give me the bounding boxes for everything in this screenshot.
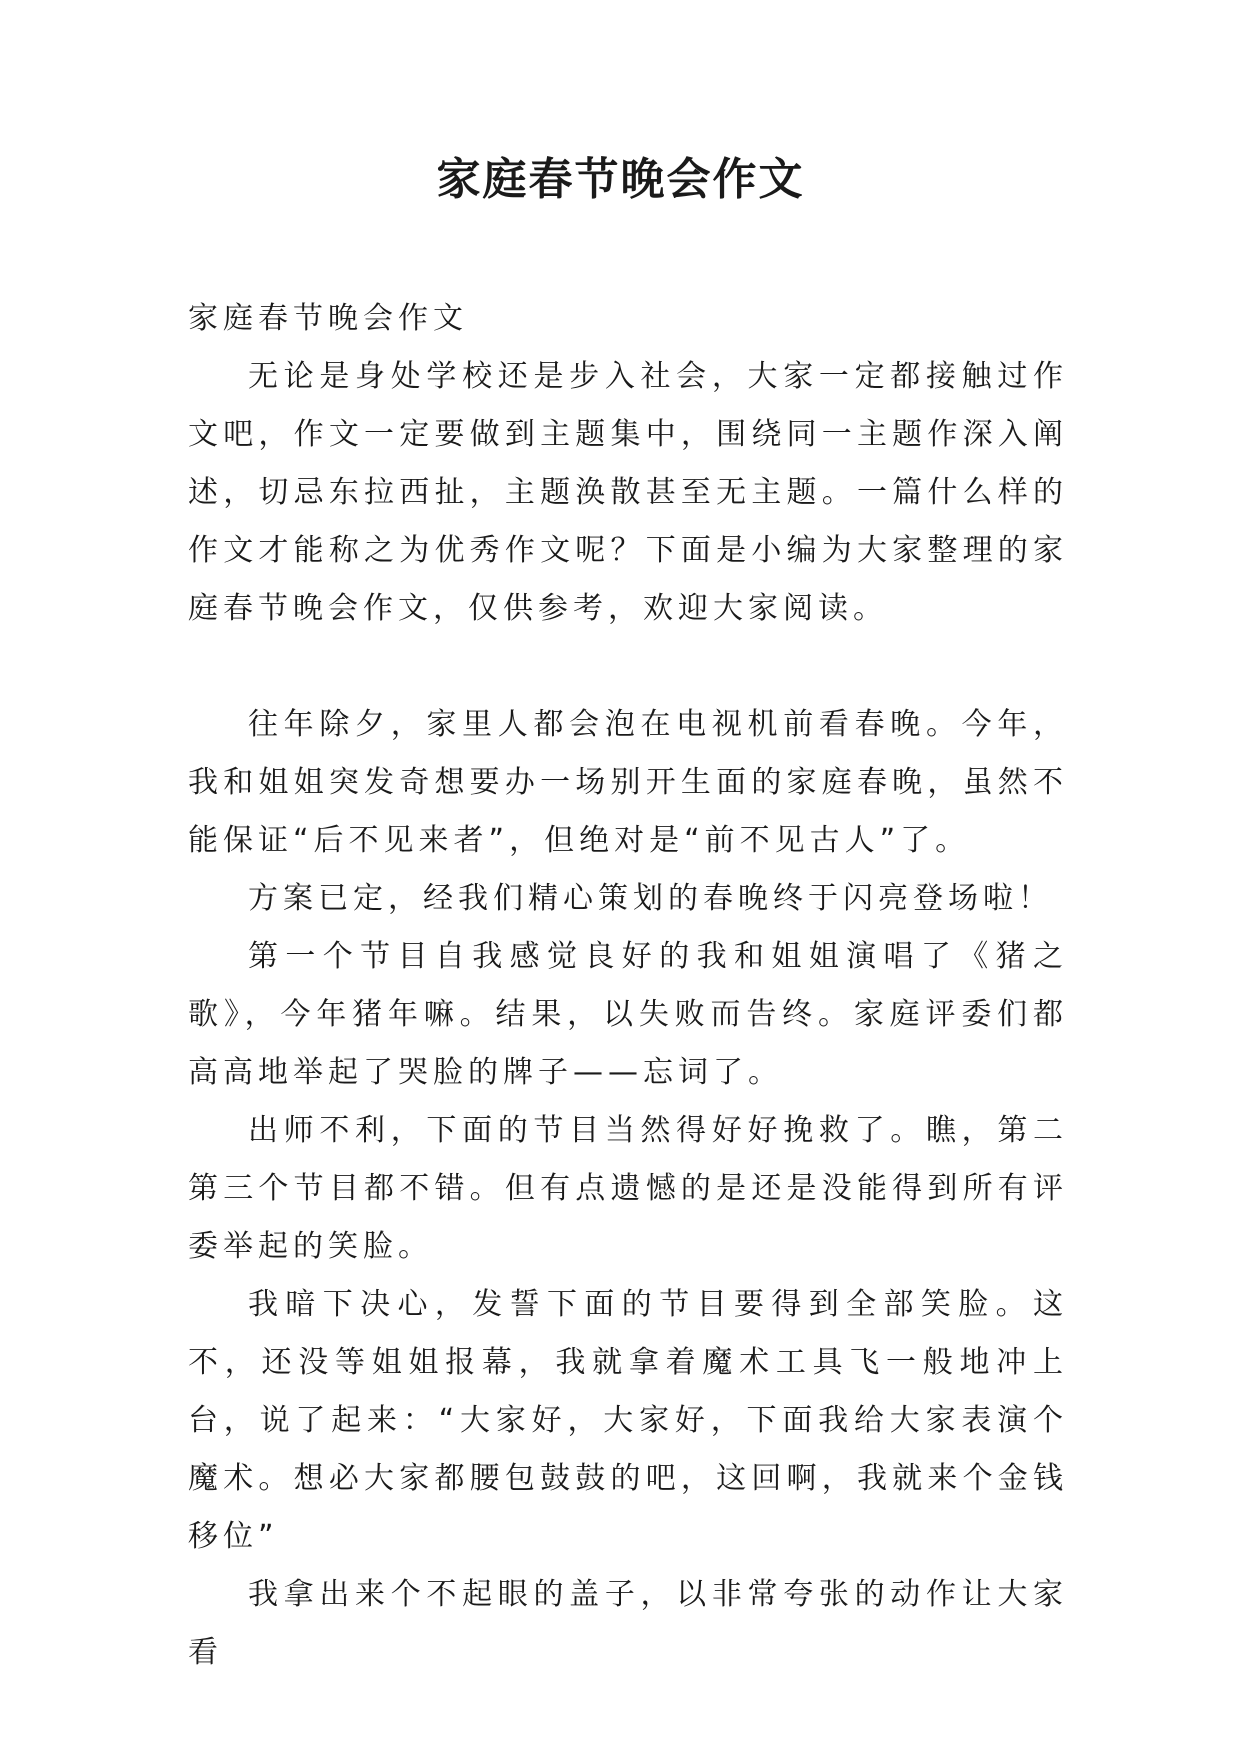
body-paragraph: 出师不利，下面的节目当然得好好挽救了。瞧，第二第三个节目都不错。但有点遗憾的是还是没能得到所有评委举起的笑脸。 [188,1113,1068,1264]
intro-paragraph: 无论是身处学校还是步入社会，大家一定都接触过作文吧，作文一定要做到主题集中，围绕同一主题作深入阐述，切忌东拉西扯，主题涣散甚至无主题。一篇什么样的作文才能称之为优秀作文呢？下面是小编为大家整理的家庭春节晚会作文，仅供参考，欢迎大家阅读。 [188,359,1068,626]
document-body [188,290,1068,1682]
body-paragraph: 往年除夕，家里人都会泡在电视机前看春晚。今年，我和姐姐突发奇想要办一场别开生面的家庭春晚，虽然不能保证“后不见来者”，但绝对是“前不见古人”了。 [188,707,1068,858]
document-subtitle: 家庭春节晚会作文 [188,301,468,336]
document-title: 家庭春节晚会作文 [436,154,805,205]
body-paragraph: 我拿出来个不起眼的盖子，以非常夸张的动作让大家看 [188,1577,1068,1670]
paragraph-spacer [188,638,1068,696]
body-paragraph: 我暗下决心，发誓下面的节目要得到全部笑脸。这不，还没等姐姐报幕，我就拿着魔术工具飞一般地冲上台，说了起来：“大家好，大家好，下面我给大家表演个魔术。想必大家都腰包鼓鼓的吧，这回啊，我就来个金钱移位” [188,1287,1068,1554]
body-paragraph: 方案已定，经我们精心策划的春晚终于闪亮登场啦！ [248,881,1053,916]
body-paragraph: 第一个节目自我感觉良好的我和姐姐演唱了《猪之歌》，今年猪年嘛。结果，以失败而告终。家庭评委们都高高地举起了哭脸的牌子——忘词了。 [188,939,1068,1090]
